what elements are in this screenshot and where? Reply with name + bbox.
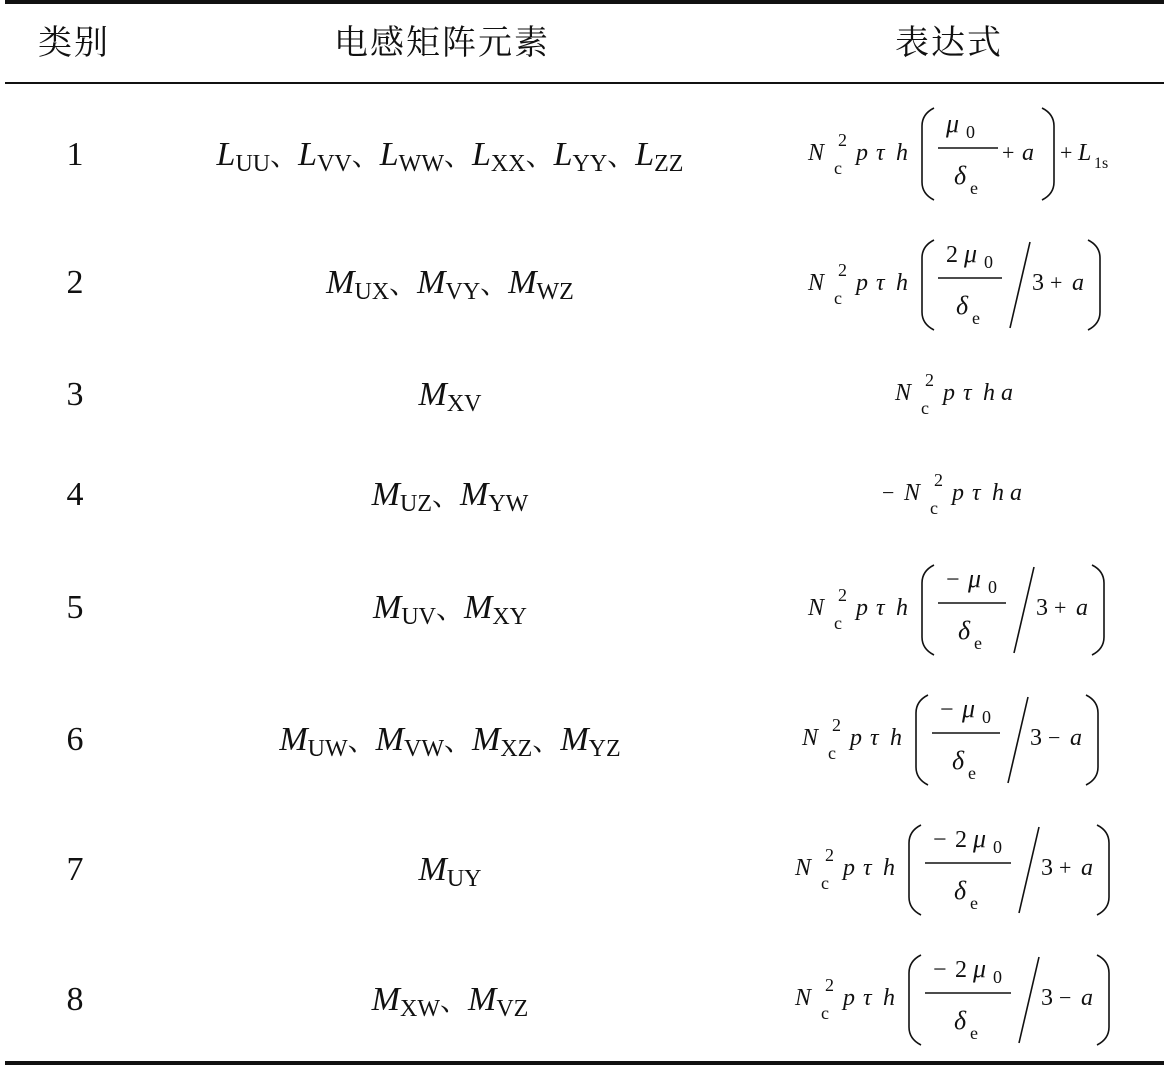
division-slash [1019, 957, 1039, 1043]
symbol-mu: μ [968, 564, 982, 593]
header-expression: 表达式 [895, 23, 1003, 63]
subscript-0: 0 [982, 707, 991, 727]
matrix-element: $L_{VV}$ [298, 136, 352, 177]
number: 3 [1041, 985, 1053, 1011]
symbol-a: a [1010, 480, 1022, 506]
matrix-element: $M_{UV}$ [372, 589, 436, 630]
number: 3 [1036, 595, 1048, 621]
header-category: 类别 [38, 23, 110, 63]
table-bottom-rule [5, 1061, 1164, 1065]
plus-sign: + [1059, 855, 1072, 880]
symbol-mu: μ [973, 954, 987, 983]
separator: 、 [351, 139, 380, 172]
open-paren [922, 240, 934, 330]
superscript-2: 2 [838, 260, 847, 280]
close-paren [1097, 955, 1109, 1045]
matrix-element: $L_{ZZ}$ [635, 136, 684, 177]
division-slash [1014, 567, 1034, 653]
symbol-a: a [1076, 595, 1088, 621]
matrix-element: $L_{WW}$ [379, 136, 444, 177]
symbol-p: p [856, 270, 868, 296]
minus-sign: − [1048, 725, 1061, 750]
plus-sign: + [1050, 270, 1063, 295]
subscript-c: c [921, 398, 929, 418]
minus-sign: − [940, 697, 954, 723]
symbol-h: h [896, 140, 908, 166]
table-row [0, 945, 1169, 1055]
header-elements: 电感矩阵元素 [334, 23, 550, 63]
matrix-element: $L_{XX}$ [472, 136, 526, 177]
division-slash [1019, 827, 1039, 913]
superscript-2: 2 [825, 975, 834, 995]
subscript-1s: 1s [1094, 155, 1109, 172]
symbol-p: p [952, 480, 964, 506]
category-cell: 4 [66, 476, 84, 513]
symbol-h: h [992, 480, 1004, 506]
symbol-p: p [856, 595, 868, 621]
symbol-p: p [850, 725, 862, 751]
subscript-e: e [974, 633, 982, 653]
matrix-element: $M_{YW}$ [460, 476, 529, 517]
symbol-mu: μ [973, 824, 987, 853]
symbol-a: a [1081, 855, 1093, 881]
superscript-2: 2 [838, 585, 847, 605]
table-row [0, 685, 1169, 795]
symbol-p: p [843, 985, 855, 1011]
plus-sign: + [1054, 595, 1067, 620]
elements-cell [150, 263, 750, 312]
number: 3 [1032, 270, 1044, 296]
plus-sign: + [1060, 140, 1073, 165]
symbol-N: N [808, 140, 825, 166]
division-slash [1010, 242, 1030, 328]
symbol-h: h [890, 725, 902, 751]
symbol-h: h [896, 595, 908, 621]
number: 3 [1041, 855, 1053, 881]
close-paren [1097, 825, 1109, 915]
subscript-0: 0 [984, 252, 993, 272]
symbol-h: h [883, 985, 895, 1011]
category-cell: 1 [66, 136, 84, 173]
symbol-N: N [795, 855, 812, 881]
table-row [0, 815, 1169, 925]
symbol-delta: δ [954, 876, 967, 905]
symbol-tau: τ [870, 725, 879, 751]
subscript-0: 0 [966, 122, 975, 142]
number: 2 [955, 957, 967, 983]
symbol-a: a [1070, 725, 1082, 751]
matrix-element: $M_{WZ}$ [508, 264, 574, 305]
expression-cell [750, 555, 1160, 665]
subscript-c: c [834, 288, 842, 308]
symbol-tau: τ [876, 595, 885, 621]
table-row [0, 360, 1169, 430]
minus-sign: − [933, 827, 947, 853]
symbol-N: N [808, 270, 825, 296]
expression-formula [750, 685, 1160, 795]
expression-formula [750, 230, 1160, 340]
number: 2 [955, 827, 967, 853]
elements-cell [150, 720, 750, 769]
separator: 、 [439, 984, 468, 1017]
minus-sign: − [933, 957, 947, 983]
superscript-2: 2 [934, 470, 943, 490]
matrix-element: $M_{UW}$ [279, 721, 348, 762]
expression-cell [750, 360, 1160, 430]
symbol-delta: δ [958, 616, 971, 645]
plus-sign: + [1002, 140, 1015, 165]
subscript-e: e [968, 763, 976, 783]
symbol-N: N [895, 380, 912, 406]
expression-formula [750, 555, 1160, 665]
category-cell: 2 [66, 264, 84, 301]
symbol-N: N [802, 725, 819, 751]
table-header-rule [5, 82, 1164, 84]
separator: 、 [432, 479, 461, 512]
matrix-element: $M_{VW}$ [375, 721, 444, 762]
symbol-p: p [943, 380, 955, 406]
matrix-element: $M_{VY}$ [417, 264, 481, 305]
subscript-c: c [821, 873, 829, 893]
symbol-tau: τ [863, 985, 872, 1011]
subscript-0: 0 [993, 837, 1002, 857]
matrix-element: $L_{YY}$ [553, 136, 608, 177]
symbol-h: h [896, 270, 908, 296]
minus-sign: − [946, 567, 960, 593]
elements-cell [150, 135, 750, 184]
elements-cell [150, 588, 750, 637]
separator: 、 [443, 139, 472, 172]
matrix-element: $M_{VZ}$ [468, 981, 529, 1022]
category-cell: 3 [66, 376, 84, 413]
symbol-delta: δ [954, 1006, 967, 1035]
category-cell: 6 [66, 721, 84, 758]
table-row [0, 230, 1169, 340]
open-paren [909, 825, 921, 915]
number: 2 [946, 242, 958, 268]
symbol-p: p [843, 855, 855, 881]
separator: 、 [607, 139, 636, 172]
table-row [0, 100, 1169, 210]
open-paren [909, 955, 921, 1045]
symbol-a: a [1072, 270, 1084, 296]
separator: 、 [480, 267, 509, 300]
division-slash [1008, 697, 1028, 783]
symbol-h: h [983, 380, 995, 406]
matrix-element: $M_{YZ}$ [560, 721, 621, 762]
expression-formula [750, 815, 1160, 925]
symbol-mu: μ [946, 109, 960, 138]
subscript-e: e [972, 308, 980, 328]
subscript-c: c [828, 743, 836, 763]
symbol-delta: δ [954, 161, 967, 190]
symbol-mu: μ [964, 239, 978, 268]
symbol-delta: δ [952, 746, 965, 775]
subscript-c: c [834, 613, 842, 633]
symbol-a: a [1081, 985, 1093, 1011]
symbol-h: h [883, 855, 895, 881]
symbol-N: N [795, 985, 812, 1011]
symbol-tau: τ [863, 855, 872, 881]
open-paren [922, 108, 934, 200]
minus-sign: − [1059, 985, 1072, 1010]
expression-cell [750, 815, 1160, 925]
subscript-0: 0 [988, 577, 997, 597]
matrix-element: $M_{UZ}$ [371, 476, 432, 517]
symbol-tau: τ [972, 480, 981, 506]
subscript-e: e [970, 893, 978, 913]
elements-cell [150, 475, 750, 524]
expression-cell [750, 100, 1160, 210]
close-paren [1086, 695, 1098, 785]
expression-cell [750, 230, 1160, 340]
subscript-c: c [834, 158, 842, 178]
table-row [0, 555, 1169, 665]
symbol-a: a [1022, 140, 1034, 166]
open-paren [922, 565, 934, 655]
separator: 、 [435, 592, 464, 625]
matrix-element: $M_{XV}$ [418, 376, 482, 417]
elements-cell [150, 850, 750, 899]
expression-formula [750, 100, 1160, 210]
symbol-N: N [808, 595, 825, 621]
separator: 、 [443, 724, 472, 757]
separator: 、 [270, 139, 299, 172]
matrix-element: $M_{XZ}$ [471, 721, 533, 762]
expression-formula [750, 460, 1160, 530]
matrix-element: $M_{XY}$ [464, 589, 527, 630]
superscript-2: 2 [925, 370, 934, 390]
separator: 、 [347, 724, 376, 757]
elements-cell [150, 980, 750, 1029]
subscript-c: c [930, 498, 938, 518]
matrix-element: $L_{UU}$ [216, 136, 271, 177]
superscript-2: 2 [825, 845, 834, 865]
symbol-L: L [1078, 140, 1092, 166]
matrix-element: $M_{UX}$ [326, 264, 390, 305]
symbol-tau: τ [876, 270, 885, 296]
category-cell: 5 [66, 589, 84, 626]
expression-cell [750, 685, 1160, 795]
symbol-tau: τ [963, 380, 972, 406]
matrix-element: $M_{XW}$ [371, 981, 440, 1022]
symbol-delta: δ [956, 291, 969, 320]
category-cell: 8 [66, 981, 84, 1018]
expression-cell [750, 945, 1160, 1055]
close-paren [1042, 108, 1054, 200]
symbol-a: a [1001, 380, 1013, 406]
number: 3 [1030, 725, 1042, 751]
superscript-2: 2 [832, 715, 841, 735]
expression-formula [750, 360, 1160, 430]
separator: 、 [389, 267, 418, 300]
expression-formula [750, 945, 1160, 1055]
elements-cell [150, 375, 750, 424]
symbol-mu: μ [962, 694, 976, 723]
separator: 、 [525, 139, 554, 172]
close-paren [1092, 565, 1104, 655]
subscript-e: e [970, 178, 978, 198]
subscript-c: c [821, 1003, 829, 1023]
subscript-e: e [970, 1023, 978, 1043]
subscript-0: 0 [993, 967, 1002, 987]
superscript-2: 2 [838, 130, 847, 150]
minus-sign: − [882, 480, 895, 505]
table-row [0, 460, 1169, 530]
symbol-N: N [904, 480, 921, 506]
category-cell: 7 [66, 851, 84, 888]
expression-cell [750, 460, 1160, 530]
symbol-p: p [856, 140, 868, 166]
symbol-tau: τ [876, 140, 885, 166]
table-top-rule [5, 0, 1164, 4]
open-paren [916, 695, 928, 785]
separator: 、 [532, 724, 561, 757]
close-paren [1088, 240, 1100, 330]
matrix-element: $M_{UY}$ [418, 851, 482, 892]
